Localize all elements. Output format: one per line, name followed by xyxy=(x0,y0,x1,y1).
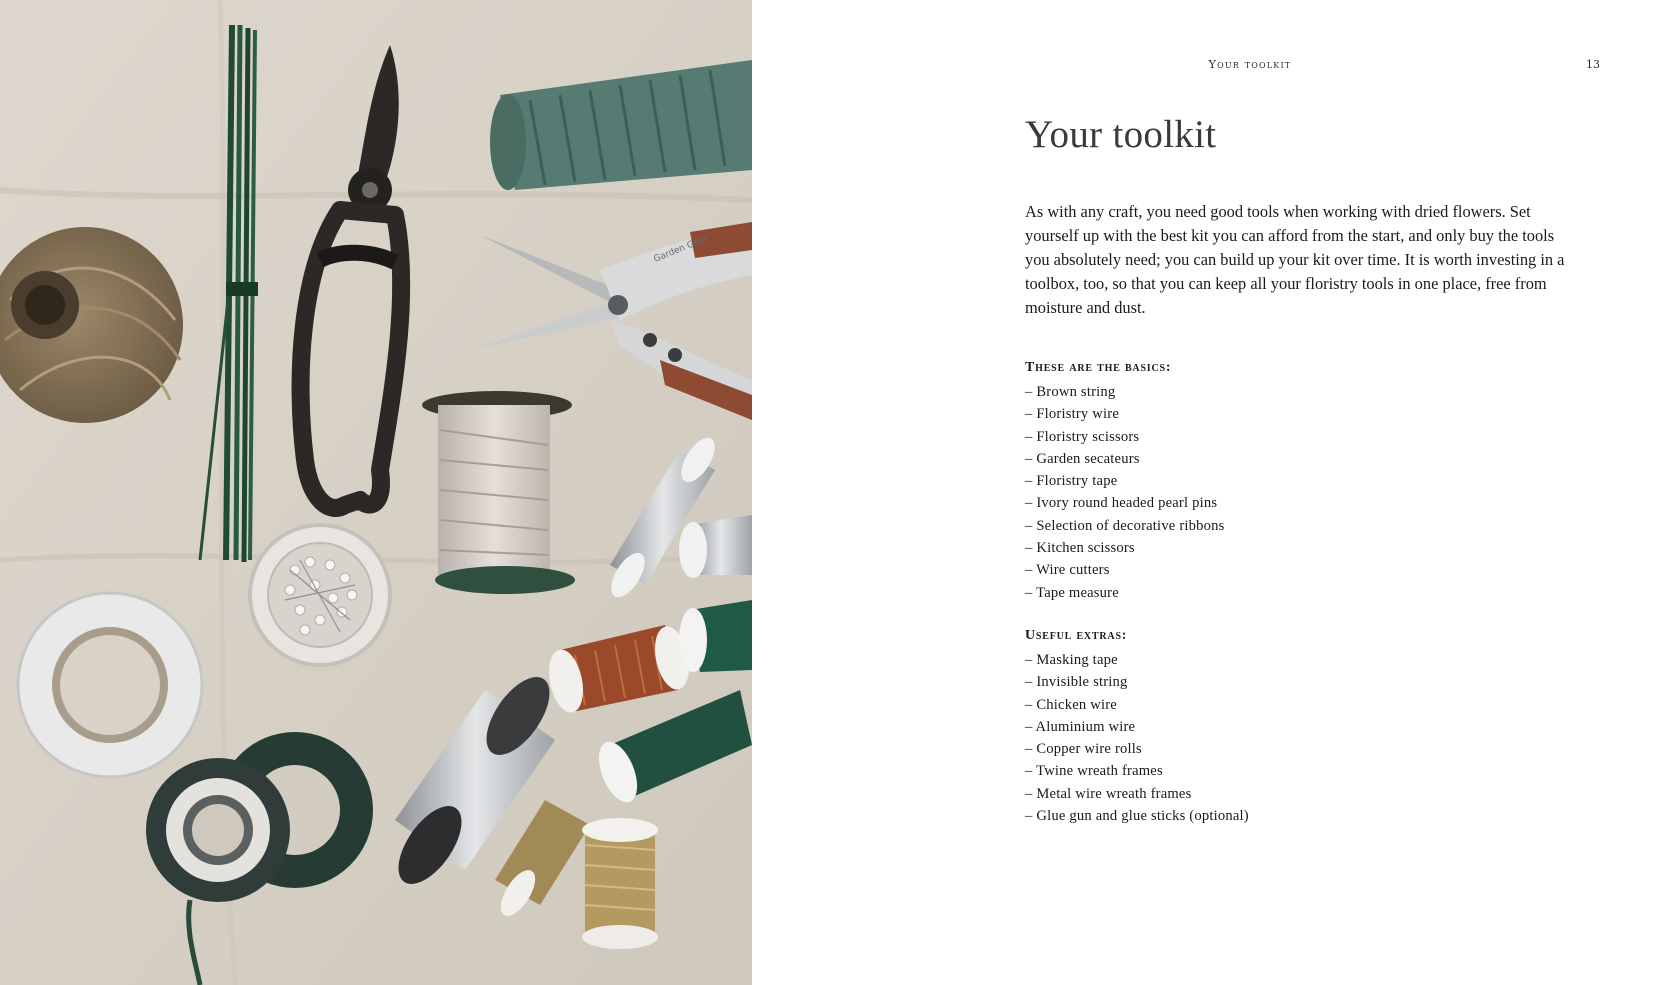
list-item: – Ivory round headed pearl pins xyxy=(1025,492,1225,514)
list-item: – Garden secateurs xyxy=(1025,448,1225,470)
list-item: – Wire cutters xyxy=(1025,559,1225,581)
extras-heading: Useful extras: xyxy=(1025,628,1128,643)
list-item: – Floristry scissors xyxy=(1025,426,1225,448)
list-item: – Floristry wire xyxy=(1025,403,1225,425)
list-item: – Twine wreath frames xyxy=(1025,760,1249,782)
basics-heading: These are the basics: xyxy=(1025,360,1172,375)
running-header: Your toolkit xyxy=(1208,58,1292,71)
list-item: – Floristry tape xyxy=(1025,470,1225,492)
page-title: Your toolkit xyxy=(1025,113,1217,156)
list-item: – Aluminium wire xyxy=(1025,716,1249,738)
list-item: – Invisible string xyxy=(1025,671,1249,693)
white-tape-roll xyxy=(18,593,202,777)
extras-list xyxy=(1025,649,1249,827)
basics-list xyxy=(1025,381,1225,604)
list-item: – Masking tape xyxy=(1025,649,1249,671)
list-item: – Chicken wire xyxy=(1025,694,1249,716)
list-item: – Kitchen scissors xyxy=(1025,537,1225,559)
list-item: – Brown string xyxy=(1025,381,1225,403)
list-item: – Metal wire wreath frames xyxy=(1025,783,1249,805)
list-item: – Glue gun and glue sticks (optional) xyxy=(1025,805,1249,827)
page-number: 13 xyxy=(1586,58,1600,71)
list-item: – Tape measure xyxy=(1025,582,1225,604)
svg-text:Garden Gear: Garden Gear xyxy=(652,233,710,265)
intro-paragraph: As with any craft, you need good tools when working with dried flowers. Set yourself up with the best kit you can afford from the start, and only buy the tools you absolutely need; you can build up your kit over time. It is worth investing in a toolbox, too, so that you can keep all your floristry tools in one place, free from moisture and dust. xyxy=(1025,202,1565,317)
toolkit-photo xyxy=(0,0,752,985)
pearl-pins-dish xyxy=(250,525,390,665)
list-item: – Copper wire rolls xyxy=(1025,738,1249,760)
list-item: – Selection of decorative ribbons xyxy=(1025,515,1225,537)
